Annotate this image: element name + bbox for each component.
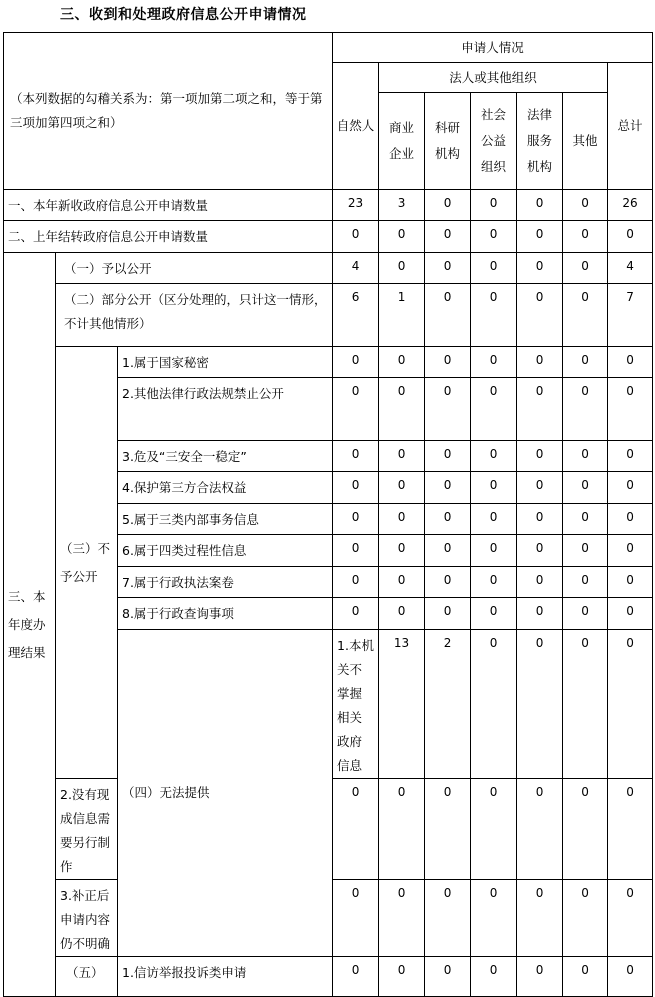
cell-business: 3 (379, 190, 425, 221)
row-label: 1.信访举报投诉类申请 (118, 957, 333, 997)
cell-legal-service: 0 (517, 221, 563, 253)
cell-natural: 6 (333, 284, 379, 347)
cell-research: 0 (425, 378, 471, 441)
cell-natural: 0 (333, 347, 379, 378)
cell-total: 0 (608, 504, 653, 535)
cell-social: 0 (471, 567, 517, 598)
group-not-open: （三）不予公开 (56, 347, 118, 779)
cell-social: 0 (471, 779, 517, 880)
cell-business: 0 (379, 253, 425, 284)
header-total: 总计 (608, 63, 653, 190)
cell-natural: 0 (333, 504, 379, 535)
row-label: 8.属于行政查询事项 (118, 598, 333, 630)
header-social: 社会公益组织 (471, 93, 517, 190)
cell-social: 0 (471, 253, 517, 284)
row-label: 4.保护第三方合法权益 (118, 472, 333, 504)
cell-research: 0 (425, 567, 471, 598)
cell-natural: 0 (333, 535, 379, 567)
row-label: 6.属于四类过程性信息 (118, 535, 333, 567)
cell-other: 0 (563, 535, 608, 567)
header-research: 科研机构 (425, 93, 471, 190)
cell-legal-service: 0 (517, 535, 563, 567)
cell-research: 0 (425, 779, 471, 880)
cell-social: 0 (471, 347, 517, 378)
cell-total: 0 (608, 880, 653, 957)
cell-total: 0 (608, 347, 653, 378)
cell-other: 0 (563, 880, 608, 957)
cell-total: 0 (608, 598, 653, 630)
row-label: 3.补正后申请内容仍不明确 (56, 880, 118, 957)
row-label: 1.属于国家秘密 (118, 347, 333, 378)
cell-natural: 0 (333, 598, 379, 630)
header-business: 商业企业 (379, 93, 425, 190)
header-legal-org: 法人或其他组织 (379, 63, 608, 93)
cell-natural: 0 (333, 221, 379, 253)
cell-total: 0 (608, 378, 653, 441)
cell-business: 0 (379, 535, 425, 567)
header-legal-service: 法律服务机构 (517, 93, 563, 190)
row-label: 一、本年新收政府信息公开申请数量 (4, 190, 333, 221)
cell-legal-service: 0 (517, 347, 563, 378)
row-label: 5.属于三类内部事务信息 (118, 504, 333, 535)
cell-legal-service: 0 (517, 253, 563, 284)
cell-legal-service: 0 (517, 779, 563, 880)
row-label: 二、上年结转政府信息公开申请数量 (4, 221, 333, 253)
cell-other: 0 (563, 779, 608, 880)
group-five: （五） (56, 957, 118, 997)
row-label: 3.危及“三安全一稳定” (118, 441, 333, 472)
cell-research: 0 (425, 957, 471, 997)
cell-business: 0 (379, 779, 425, 880)
cell-business: 2 (425, 630, 471, 779)
cell-social: 0 (471, 535, 517, 567)
cell-total: 0 (608, 535, 653, 567)
cell-total: 0 (608, 567, 653, 598)
cell-social: 0 (471, 957, 517, 997)
cell-legal-service: 0 (517, 190, 563, 221)
cell-natural: 0 (333, 880, 379, 957)
cell-other: 0 (563, 598, 608, 630)
cell-other: 0 (608, 630, 653, 779)
cell-legal-service: 0 (517, 284, 563, 347)
cell-business: 0 (379, 957, 425, 997)
cell-research: 0 (425, 347, 471, 378)
cell-social: 0 (471, 190, 517, 221)
cell-social: 0 (471, 284, 517, 347)
cell-research: 0 (425, 441, 471, 472)
row-label: 1.本机关不掌握相关政府信息 (333, 630, 379, 779)
cell-other: 0 (563, 957, 608, 997)
cell-research: 0 (425, 598, 471, 630)
cell-natural: 13 (379, 630, 425, 779)
cell-business: 0 (379, 504, 425, 535)
cell-natural: 0 (333, 779, 379, 880)
cell-business: 0 (379, 221, 425, 253)
cell-research: 0 (425, 504, 471, 535)
cell-research: 0 (471, 630, 517, 779)
cell-other: 0 (563, 347, 608, 378)
cell-total: 0 (608, 221, 653, 253)
cell-other: 0 (563, 190, 608, 221)
cell-total: 0 (608, 441, 653, 472)
cell-business: 0 (379, 441, 425, 472)
cell-legal-service: 0 (517, 441, 563, 472)
cell-research: 0 (425, 472, 471, 504)
cell-social: 0 (517, 630, 563, 779)
cell-other: 0 (563, 378, 608, 441)
header-note: （本列数据的勾稽关系为：第一项加第二项之和，等于第三项加第四项之和） (4, 33, 333, 190)
cell-social: 0 (471, 378, 517, 441)
cell-research: 0 (425, 253, 471, 284)
cell-social: 0 (471, 472, 517, 504)
cell-legal-service: 0 (517, 504, 563, 535)
cell-legal-service: 0 (517, 598, 563, 630)
cell-natural: 0 (333, 441, 379, 472)
header-applicant: 申请人情况 (333, 33, 653, 63)
cell-other: 0 (563, 504, 608, 535)
cell-research: 0 (425, 190, 471, 221)
row-label: （一）予以公开 (56, 253, 333, 284)
cell-research: 0 (425, 221, 471, 253)
row-label: 7.属于行政执法案卷 (118, 567, 333, 598)
cell-legal-service: 0 (517, 880, 563, 957)
header-other: 其他 (563, 93, 608, 190)
cell-research: 0 (425, 284, 471, 347)
cell-social: 0 (471, 221, 517, 253)
cell-legal-service: 0 (517, 378, 563, 441)
cell-total: 0 (608, 957, 653, 997)
row-label: （二）部分公开（区分处理的，只计这一情形，不计其他情形） (56, 284, 333, 347)
cell-business: 0 (379, 567, 425, 598)
cell-total: 0 (608, 472, 653, 504)
row-label: 2.其他法律行政法规禁止公开 (118, 378, 333, 441)
cell-business: 0 (379, 378, 425, 441)
cell-natural: 23 (333, 190, 379, 221)
cell-other: 0 (563, 221, 608, 253)
cell-legal-service: 0 (517, 567, 563, 598)
cell-natural: 0 (333, 378, 379, 441)
header-natural-person: 自然人 (333, 63, 379, 190)
cell-other: 0 (563, 567, 608, 598)
cell-legal-service: 0 (517, 957, 563, 997)
disclosure-table (3, 32, 653, 997)
cell-business: 0 (379, 598, 425, 630)
cell-social: 0 (471, 504, 517, 535)
group-outcome: 三、本年度办理结果 (4, 253, 56, 997)
cell-natural: 0 (333, 957, 379, 997)
cell-total: 4 (608, 253, 653, 284)
cell-legal-service: 0 (563, 630, 608, 779)
group-cannot-provide: （四）无法提供 (118, 630, 333, 957)
cell-other: 0 (563, 441, 608, 472)
cell-natural: 0 (333, 472, 379, 504)
cell-total: 0 (608, 779, 653, 880)
cell-research: 0 (425, 880, 471, 957)
cell-business: 0 (379, 347, 425, 378)
cell-business: 1 (379, 284, 425, 347)
section-title: 三、收到和处理政府信息公开申请情况 (60, 7, 307, 23)
cell-legal-service: 0 (517, 472, 563, 504)
row-label: 2.没有现成信息需要另行制作 (56, 779, 118, 880)
cell-total: 7 (608, 284, 653, 347)
cell-social: 0 (471, 880, 517, 957)
cell-total: 26 (608, 190, 653, 221)
cell-social: 0 (471, 441, 517, 472)
cell-other: 0 (563, 284, 608, 347)
cell-research: 0 (425, 535, 471, 567)
cell-other: 0 (563, 472, 608, 504)
cell-natural: 0 (333, 567, 379, 598)
cell-other: 0 (563, 253, 608, 284)
cell-business: 0 (379, 880, 425, 957)
cell-social: 0 (471, 598, 517, 630)
cell-business: 0 (379, 472, 425, 504)
cell-natural: 4 (333, 253, 379, 284)
